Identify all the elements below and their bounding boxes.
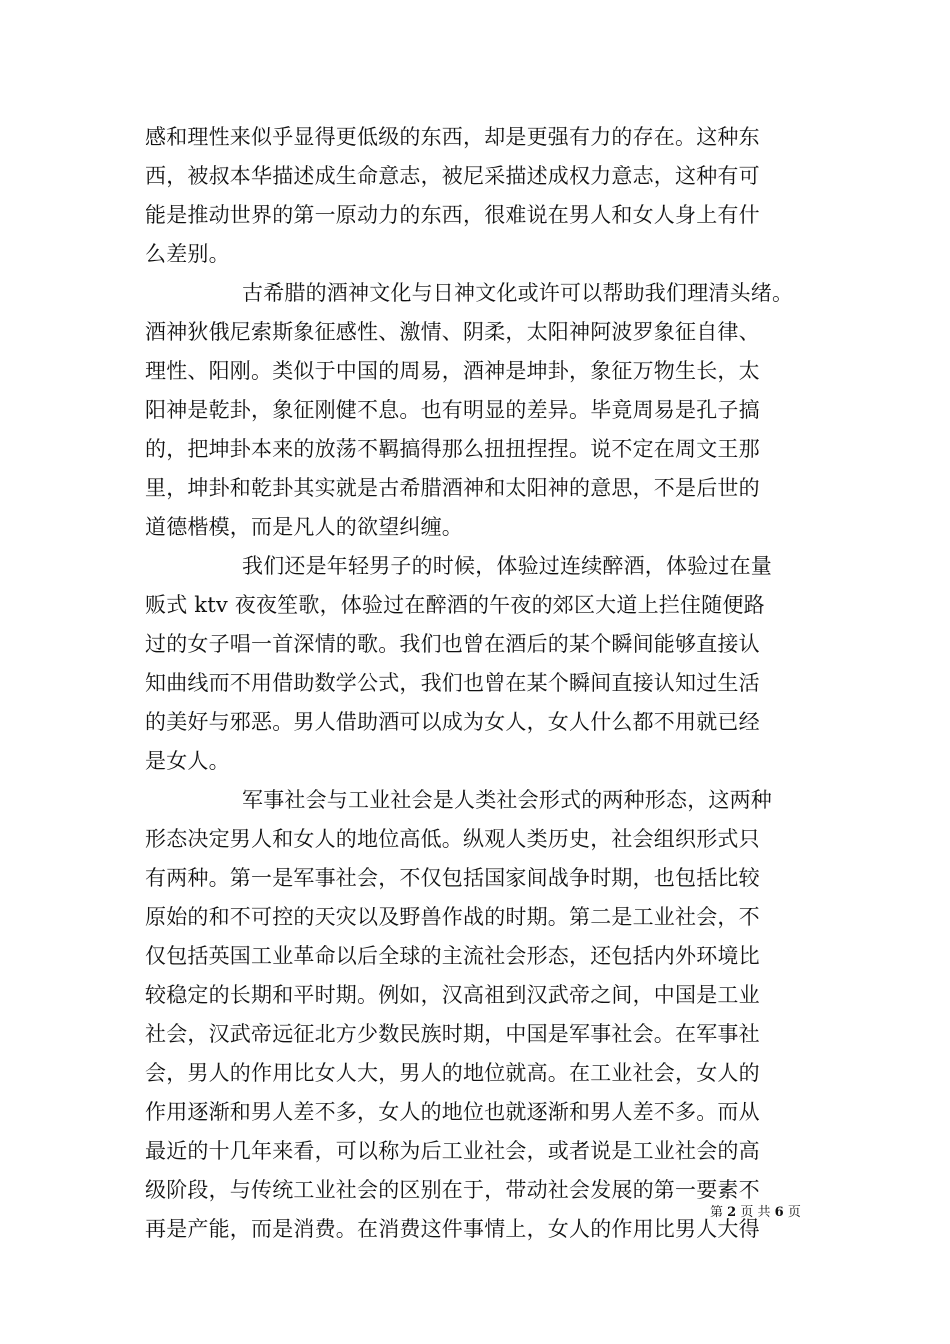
text-line: 的美好与邪恶。男人借助酒可以成为女人，女人什么都不用就已经 [145,710,760,734]
text-line: 里，坤卦和乾卦其实就是古希腊酒神和太阳神的意思，不是后世的 [145,476,760,500]
body-text [145,118,810,1249]
text-line: 原始的和不可控的天灾以及野兽作战的时期。第二是工业社会，不 [145,905,760,929]
text-line: 最近的十几年来看，可以称为后工业社会，或者说是工业社会的高 [145,1139,760,1163]
text-line: 仅包括英国工业革命以后全球的主流社会形态，还包括内外环境比 [145,944,760,968]
text-line: 我们还是年轻男子的时候，体验过连续醉酒，体验过在量 [242,554,772,578]
text-line: 过的女子唱一首深情的歌。我们也曾在酒后的某个瞬间能够直接认 [145,632,760,656]
page-total: 6 [774,1205,784,1220]
text-line: 贩式 ktv 夜夜笙歌，体验过在醉酒的午夜的郊区大道上拦住随便路 [145,593,765,617]
text-line: 知曲线而不用借助数学公式，我们也曾在某个瞬间直接认知过生活 [145,671,760,695]
text-line: 较稳定的长期和平时期。例如，汉高祖到汉武帝之间，中国是工业 [145,983,760,1007]
text-line: 的，把坤卦本来的放荡不羁搞得那么扭扭捏捏。说不定在周文王那 [145,437,760,461]
text-line: 社会，汉武帝远征北方少数民族时期，中国是军事社会。在军事社 [145,1022,760,1046]
text-line: 是女人。 [145,749,230,773]
text-line: 再是产能，而是消费。在消费这件事情上，女人的作用比男人大得 [145,1217,760,1241]
page-footer [710,1204,830,1222]
text-line: 会，男人的作用比女人大，男人的地位就高。在工业社会，女人的 [145,1061,760,1085]
paragraph-2 [145,274,810,547]
text-line: 阳神是乾卦，象征刚健不息。也有明显的差异。毕竟周易是孔子搞 [145,398,760,422]
text-line: 道德楷模，而是凡人的欲望纠缠。 [145,515,463,539]
paragraph-3 [145,547,810,781]
text-line: 感和理性来似乎显得更低级的东西，却是更强有力的存在。这种东 [145,125,760,149]
text-line: 能是推动世界的第一原动力的东西，很难说在男人和女人身上有什 [145,203,760,227]
page-number: 2 [727,1205,737,1220]
text-line: 作用逐渐和男人差不多，女人的地位也就逐渐和男人差不多。而从 [145,1100,760,1124]
text-line: 西，被叔本华描述成生命意志，被尼采描述成权力意志，这种有可 [145,164,760,188]
paragraph-4 [145,781,810,1249]
text-line: 古希腊的酒神文化与日神文化或许可以帮助我们理清头绪。 [242,281,794,305]
text-line: 级阶段，与传统工业社会的区别在于，带动社会发展的第一要素不 [145,1178,760,1202]
text-line: 么差别。 [145,242,230,266]
text-line: 军事社会与工业社会是人类社会形式的两种形态，这两种 [242,788,772,812]
footer-middle: 页 共 [740,1205,771,1220]
footer-suffix: 页 [787,1205,801,1220]
paragraph-1 [145,118,810,274]
footer-prefix: 第 [710,1205,724,1220]
text-line: 理性、阳刚。类似于中国的周易，酒神是坤卦，象征万物生长，太 [145,359,760,383]
text-line: 酒神狄俄尼索斯象征感性、激情、阴柔，太阳神阿波罗象征自律、 [145,320,760,344]
text-line: 形态决定男人和女人的地位高低。纵观人类历史，社会组织形式只 [145,827,760,851]
text-line: 有两种。第一是军事社会，不仅包括国家间战争时期，也包括比较 [145,866,760,890]
